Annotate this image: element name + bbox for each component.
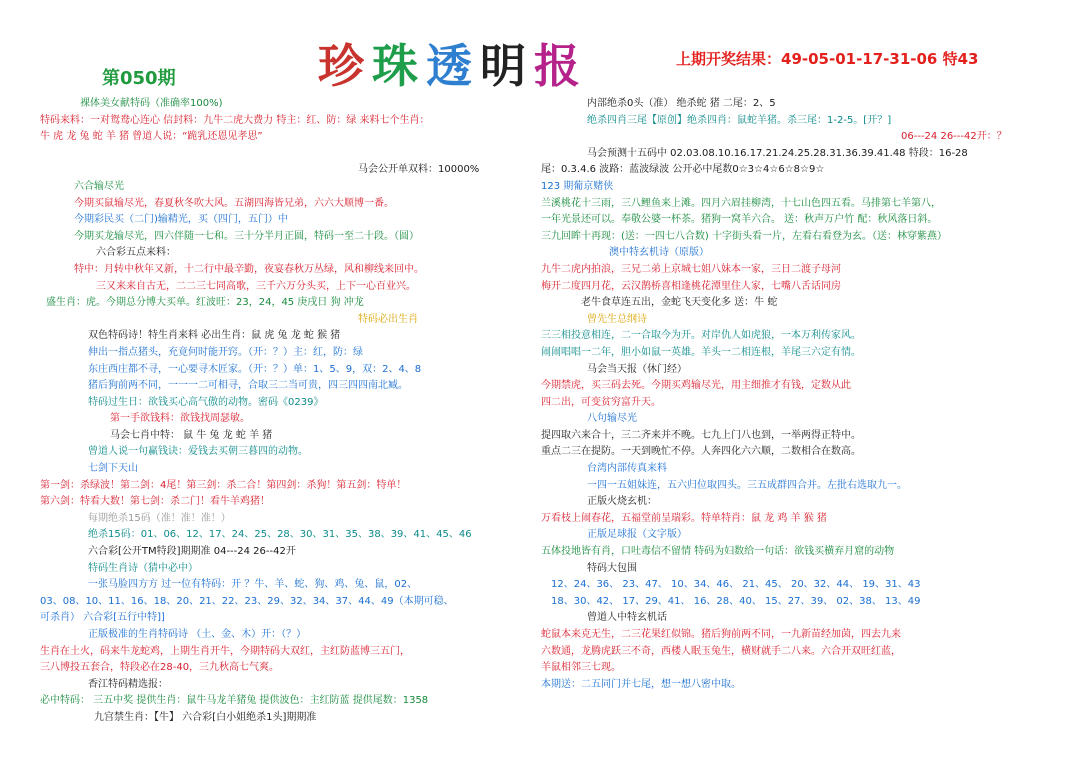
text-line: 正版极准的生肖特码诗 （土、金、木）开：（？） xyxy=(88,629,307,640)
text-line: 九牛二虎内拍浪，三兄二弟上京城七姐八妹本一家，三日二渡子母河 xyxy=(541,263,841,275)
text-line: 绝杀四肖三尾【原创】绝杀四肖：鼠蛇羊猪。杀三尾：1-2-5。[开？] xyxy=(587,114,892,126)
left-column xyxy=(40,96,490,727)
text-line: 羊鼠相邻三七现。 xyxy=(541,662,621,674)
text-line: 七剑下天山 xyxy=(88,463,138,475)
text-line: 猪后狗前两不同，一一一二可相寻，合取三二当可贵，四三四四南北臧。 xyxy=(88,380,408,392)
text-line: 双色特码诗！特生肖来料 必出生肖：鼠 虎 兔 龙 蛇 猴 猪 xyxy=(88,330,341,342)
text-line: 伸出一指点猪头，充竟何时能开窍。（开：？）主：红，防：绿 xyxy=(88,346,363,358)
text-line: 老牛食草连五出，金蛇飞天变化多 送：牛 蛇 xyxy=(581,297,778,309)
issue-number: 第050期 xyxy=(102,68,176,89)
text-line: 曾先生总纲诗 xyxy=(587,313,647,325)
text-line: 九宫禁生肖：【牛】 六合彩[白小姐绝杀1头]期期准 xyxy=(94,711,317,723)
text-line: 123 期葡京赌侠 xyxy=(541,180,614,192)
text-line: 曾道人说一句赢钱诀：爱钱去买朝三暮四的动物。 xyxy=(88,446,308,458)
text-line: 八句输尽光 xyxy=(587,413,637,425)
title-char: 透 xyxy=(426,39,480,93)
title-char: 报 xyxy=(534,39,588,93)
text-line: 第一手欲钱料：欲钱找周瑟敏。 xyxy=(110,413,250,425)
text-line: 一张马脸四方方 过一位有特码：开 ？牛、羊、蛇、狗、鸡、兔、鼠，02、 xyxy=(88,579,418,591)
text-line: 必中特码： 三五中奖 提供生肖：鼠牛马龙羊猪兔 提供波色：主红防蓝 提供尾数：1358 xyxy=(40,695,429,707)
title-char: 明 xyxy=(480,39,534,93)
text-line: 马会七肖中特： 鼠 牛 兔 龙 蛇 羊 猪 xyxy=(110,429,273,441)
text-line: 三又来来自古无，二二三七同高歌，三千六万分头买，上下一心百业兴。 xyxy=(96,280,416,292)
text-line: 闹闹唱唱一二年，胆小如鼠一英雄。羊头一二相连根，羊尾三六定有情。 xyxy=(541,346,861,358)
text-line: 台湾内部传真来料 xyxy=(587,463,667,475)
text-line: 可杀肖） 六合彩[五行中特]] xyxy=(40,612,165,624)
text-line: 今期买龙输尽光，四六伴随一七和。三十分半月正圆，特码一至二十段。（圆） xyxy=(74,230,419,242)
text-line: 三三相投意相连，二一合取今为开。对岸仇人如虎狼，一本万利传家风。 xyxy=(541,330,861,342)
text-line: 特码来料：一对鸳鸯心连心 信封料：九牛二虎大费力 特主：红、防：绿 来料七个生肖： xyxy=(40,114,430,126)
text-line: 四二出，可变贫穷富升天。 xyxy=(541,396,661,408)
title-char: 珍 xyxy=(318,39,372,93)
last-draw-result: 上期开奖结果：49-05-01-17-31-06 特43 xyxy=(676,50,979,68)
text-line: 每期绝杀15码（准！准！准！） xyxy=(88,512,231,524)
text-line: 一年光景还可以。奉敬公婆一杯茶。猪狗一窝羊六合。 送：秋声万户竹 配：秋风落日斜。 xyxy=(541,214,938,226)
text-line: 特码过生日：欲钱买心高气傲的动物。密码《0239》 xyxy=(88,396,324,408)
text-line: 本期送：二五同门并七尾，想一想八密中取。 xyxy=(541,678,741,690)
text-line: 特码生肖诗（猜中必中） xyxy=(88,562,198,574)
text-line: 三八博投五套合，特段必在28-40，三九秋高七气爽。 xyxy=(40,662,280,674)
text-line: 特中：月转中秋年又新，十二行中最辛勤，夜宴春秋万丛绿，风和柳线来回中。 xyxy=(74,263,424,275)
text-line: 香江特码精选报： xyxy=(88,678,168,690)
text-line: 12、24、36、 23、47、 10、34、46、 21、45、 20、32、44、 19、31、43 xyxy=(551,579,921,591)
text-line: 马会当天报（休门经） xyxy=(587,363,687,375)
text-line: 马会预测十五码中 02.03.08.10.16.17.21.24.25.28.31.36.39.41.48 特段：16-28 xyxy=(587,147,968,159)
text-line: 正版足球报（文字版） xyxy=(587,529,687,541)
text-line: 万看枝上闹春花，五福堂前呈瑞彩。特单特肖：鼠 龙 鸡 羊 猴 猪 xyxy=(541,512,827,524)
text-line: 提四取六来合十，三二齐来并不晚。七九上门八也到，一举两得正特中。 xyxy=(541,429,861,441)
text-line xyxy=(40,146,490,163)
text-line: 六合输尽光 xyxy=(74,180,124,192)
title-char: 珠 xyxy=(372,39,426,93)
text-line: 特码必出生肖 xyxy=(358,313,418,325)
text-line: 重点二三在提防。一天到晚忙不停。人奔四化六六顺，二数相合在数高。 xyxy=(541,446,861,458)
right-column xyxy=(541,96,1036,693)
text-line: 马会公开单双料：10000% xyxy=(358,164,480,176)
text-line: 蛇鼠本来克无生，二三花果红似锦。猪后狗前两不同，一九新苗经加茵，四去九来 xyxy=(541,629,901,640)
text-line: 03、08、10、11、16、18、20、21、22、23、29、32、34、37、44、49（本期可稳、 xyxy=(40,595,454,607)
text-line: 第一剑：杀绿波！第二剑：4尾！第三剑：杀二合！第四剑：杀狗！第五剑：特单！ xyxy=(40,479,407,491)
text-line: 盛生肖：虎。今期总分博大买单。红波旺：23，24，45 庚戌日 狗 冲龙 xyxy=(46,297,364,309)
page-title xyxy=(318,30,588,96)
text-line: 正版火烧玄机： xyxy=(587,496,657,508)
text-line: 一四一五姐妹连，五六归位取四头。三五成群四合并。左批右选取九一。 xyxy=(587,479,907,491)
text-line: 六合彩[公开TM特段]期期准 04---24 26--42开 xyxy=(88,546,296,558)
text-line: 18、30、42、 17、29、41、 16、28、40、 15、27、39、 02、38、 13、49 xyxy=(551,595,921,607)
text-line: 第六剑：特看大数！第七剑：杀二门！看牛羊鸡猪！ xyxy=(40,496,270,508)
text-line: 澳中特玄机诗（原版） xyxy=(609,247,709,259)
text-line: 绝杀15码：01、06、12、17、24、25、28、30、31、35、38、39、41、45、46 xyxy=(88,529,472,541)
text-line: 六合彩五点来料： xyxy=(96,247,176,259)
text-line: 东庄西庄都不寻，一心要寻木匠家。（开：？）单：1、5、9，双：2、4、8 xyxy=(88,363,422,375)
text-line: 生肖在土火，码来牛龙蛇鸡，上期生肖开牛，今期特码大双红，主红防蓝博三五门， xyxy=(40,645,410,657)
text-line: 梅开二度四月花，云汉鹊桥喜相逢桃花潭里住人家，七嘴八舌话同房 xyxy=(541,280,841,292)
text-line: 兰溪桃花十三雨，三八鲤鱼来上滩。四月六眉挂柳湾，十七山色四五看。马排第七羊第八， xyxy=(541,197,941,209)
text-line: 06---24 26---42开：？ xyxy=(901,131,1007,143)
text-line: 尾：0.3.4.6 波路：蓝波绿波 公开必中尾数0☆3☆4☆6☆8☆9☆ xyxy=(541,164,825,176)
text-line: 内部绝杀0头（准） 绝杀蛇 猪 二尾：2、5 xyxy=(587,98,776,109)
text-line: 牛 虎 龙 兔 蛇 羊 猪 曾道人说：“跪乳还恩见孝思” xyxy=(40,131,263,143)
text-line: 六数通，龙腾虎跃三不奇，西楼人眠玉兔生，横财就手二八来。六合开双旺红蓝， xyxy=(541,645,901,657)
text-line: 裸体美女献特码（准确率100%) xyxy=(80,98,223,109)
text-line: 三九回眸十再现：(送：一四七八合数) 十字街头看一片，左看右看登为玄。（送：林穿紫燕） xyxy=(541,230,947,242)
text-line: 五体投地皆有肖，口吐毒信不留情 特码为妇数给一句话：欲钱买横弃月窟的动物 xyxy=(541,546,895,558)
text-line: 今期买鼠输尽光，春夏秋冬吹大风。五湖四海皆兄弟，六六大顺博一番。 xyxy=(74,197,394,209)
text-line: 今期彩民买（二门)输精光，买（四门，五门）中 xyxy=(74,214,288,226)
text-line: 今期禁虎，买三码去死。今期买鸡输尽光，用主细推才有钱，定数从此 xyxy=(541,380,851,392)
text-line: 特码大包围 xyxy=(587,562,637,574)
text-line: 曾道人中特玄机话 xyxy=(587,612,667,624)
